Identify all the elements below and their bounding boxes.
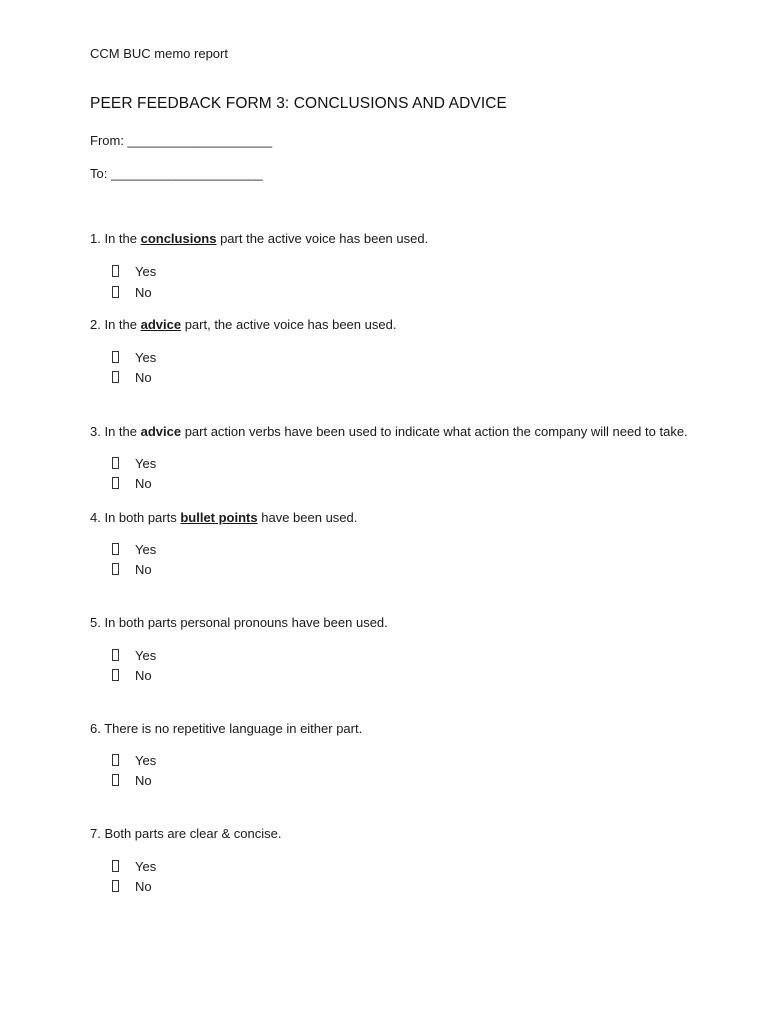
question-2-option-yes[interactable] bbox=[112, 350, 156, 365]
question-5-option-no[interactable] bbox=[112, 668, 152, 683]
checkbox-icon[interactable] bbox=[112, 669, 119, 681]
checkbox-icon[interactable] bbox=[112, 457, 119, 469]
option-label: Yes bbox=[135, 456, 157, 471]
checkbox-icon[interactable] bbox=[112, 880, 119, 892]
question-3-pre: 3. In the bbox=[90, 424, 141, 439]
question-2-pre: 2. In the bbox=[90, 317, 141, 332]
question-1-option-no[interactable] bbox=[112, 285, 152, 300]
question-3-option-no[interactable] bbox=[112, 476, 152, 491]
checkbox-icon[interactable] bbox=[112, 563, 119, 575]
form-title: PEER FEEDBACK FORM 3: CONCLUSIONS AND ADVICE bbox=[90, 95, 507, 112]
option-label: No bbox=[135, 879, 152, 894]
document-header: CCM BUC memo report bbox=[90, 46, 228, 61]
question-6-option-yes[interactable] bbox=[112, 753, 156, 768]
question-7-option-yes[interactable] bbox=[112, 859, 156, 874]
checkbox-icon[interactable] bbox=[112, 543, 119, 555]
checkbox-icon[interactable] bbox=[112, 774, 119, 786]
option-label: Yes bbox=[135, 648, 157, 663]
option-label: Yes bbox=[135, 350, 157, 365]
question-6: 6. There is no repetitive language in either part. bbox=[90, 721, 363, 736]
option-label: No bbox=[135, 370, 152, 385]
checkbox-icon[interactable] bbox=[112, 371, 119, 383]
question-1 bbox=[90, 231, 428, 246]
checkbox-icon[interactable] bbox=[112, 477, 119, 489]
question-5: 5. In both parts personal pronouns have been used. bbox=[90, 615, 388, 630]
checkbox-icon[interactable] bbox=[112, 860, 119, 872]
question-4-option-no[interactable] bbox=[112, 562, 152, 577]
option-label: No bbox=[135, 668, 152, 683]
checkbox-icon[interactable] bbox=[112, 754, 119, 766]
question-5-option-yes[interactable] bbox=[112, 648, 156, 663]
to-field[interactable]: To: _____________________ bbox=[90, 166, 263, 181]
question-2 bbox=[90, 317, 396, 332]
question-2-keyword: advice bbox=[140, 317, 182, 332]
question-4-pre: 4. In both parts bbox=[90, 510, 181, 525]
option-label: Yes bbox=[135, 859, 157, 874]
question-3-post: part action verbs have been used to indicate what action the company will need to take. bbox=[181, 424, 688, 439]
question-3 bbox=[90, 424, 688, 439]
question-6-option-no[interactable] bbox=[112, 773, 152, 788]
question-1-option-yes[interactable] bbox=[112, 264, 156, 279]
question-1-post: part the active voice has been used. bbox=[216, 231, 429, 246]
question-4-post: have been used. bbox=[257, 510, 358, 525]
option-label: Yes bbox=[135, 753, 157, 768]
question-4-keyword: bullet points bbox=[180, 510, 258, 525]
question-4 bbox=[90, 510, 357, 525]
question-4-option-yes[interactable] bbox=[112, 542, 156, 557]
question-7: 7. Both parts are clear & concise. bbox=[90, 826, 282, 841]
question-1-keyword: conclusions bbox=[140, 231, 217, 246]
checkbox-icon[interactable] bbox=[112, 286, 119, 298]
question-3-option-yes[interactable] bbox=[112, 456, 156, 471]
option-label: No bbox=[135, 773, 152, 788]
option-label: Yes bbox=[135, 264, 157, 279]
option-label: No bbox=[135, 476, 152, 491]
checkbox-icon[interactable] bbox=[112, 265, 119, 277]
option-label: Yes bbox=[135, 542, 157, 557]
question-1-pre: 1. In the bbox=[90, 231, 141, 246]
option-label: No bbox=[135, 285, 152, 300]
option-label: No bbox=[135, 562, 152, 577]
question-2-post: part, the active voice has been used. bbox=[181, 317, 397, 332]
question-2-option-no[interactable] bbox=[112, 370, 152, 385]
question-3-keyword: advice bbox=[140, 424, 182, 439]
question-7-option-no[interactable] bbox=[112, 879, 152, 894]
checkbox-icon[interactable] bbox=[112, 351, 119, 363]
checkbox-icon[interactable] bbox=[112, 649, 119, 661]
from-field[interactable]: From: ____________________ bbox=[90, 133, 273, 148]
